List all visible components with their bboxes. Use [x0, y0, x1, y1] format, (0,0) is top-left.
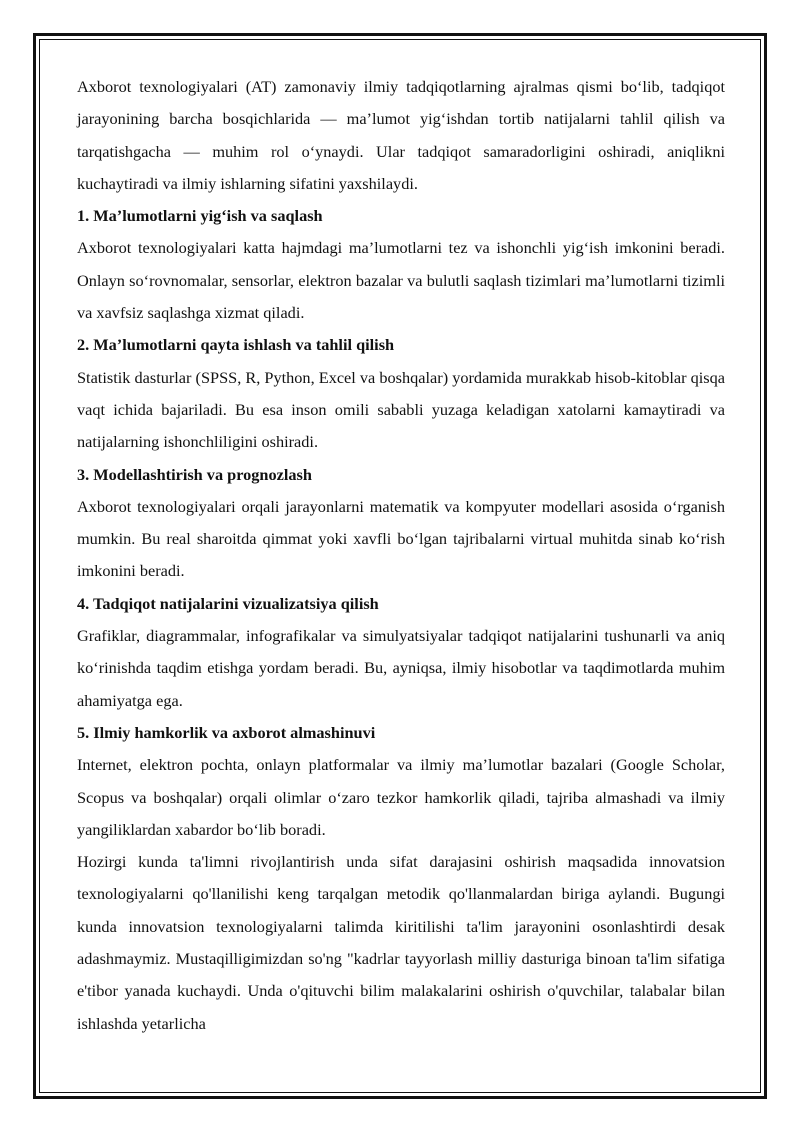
section-text-data-collection: Axborot texnologiyalari katta hajmdagi ma’lumotlarni tez va ishonchli yig‘ish imkonini beradi. Onlayn so‘rovnomalar, sensorlar, elektron bazalar va bulutli saqlash tizimlari ma’lumotlarni tizimli va xavfsiz saqlashga xizmat qiladi. — [77, 238, 725, 323]
section-text-collaboration: Internet, elektron pochta, onlayn platformalar va ilmiy ma’lumotlar bazalari (Google Scholar, Scopus va boshqalar) orqali olimlar o‘zaro tezkor hamkorlik qiladi, tajriba almashadi va ilmiy yangiliklardan xabardor bo‘lib boradi. — [77, 755, 725, 839]
section-heading-data-collection: 1. Ma’lumotlarni yig‘ish va saqlash — [77, 206, 323, 226]
section-text-modelling: Axborot texnologiyalari orqali jarayonlarni matematik va kompyuter modellari asosida o‘rganish mumkin. Bu real sharoitda qimmat yoki xavfli bo‘lgan tajribalarni virtual muhitda sinab ko‘rish imkonini beradi. — [77, 496, 725, 581]
section-heading-modelling: 3. Modellashtirish va prognozlash — [77, 464, 312, 484]
section-heading-data-processing: 2. Ma’lumotlarni qayta ishlash va tahlil qilish — [77, 335, 395, 355]
intro-paragraph: Axborot texnologiyalari (AT) zamonaviy ilmiy tadqiqotlarning ajralmas qismi bo‘lib, tadqiqot jarayonining barcha bosqichlarida — ma’lumot yig‘ishdan tortib natijalarni tahlil qilish va tarqatishgacha — muhim rol o‘ynaydi. Ular tadqiqot samaradorligini oshiradi, aniqlikni kuchaytiradi va ilmiy ishlarning sifatini yaxshilaydi. — [77, 77, 725, 193]
closing-paragraph: Hozirgi kunda ta'limni rivojlantirish unda sifat darajasini oshirish maqsadida innovatsion texnologiyalarni qo'llanilishi keng tarqalgan metodik qo'llanmalardan biriga aylandi. Bugungi kunda innovatsion texnologiyalarni talimda kiritilishi ta'lim jarayonini osonlashtirdi desak adashmaymiz. Mustaqilligimizdan so'ng "kadrlar tayyorlash milliy dasturiga binoan ta'lim sifatiga e'tibor yanada kuchaydi. Unda o'qituvchi bilim malakalarini oshirish o'quvchilar, talabalar bilan ishlashda yetarlicha — [77, 852, 725, 1033]
section-text-data-processing: Statistik dasturlar (SPSS, R, Python, Excel va boshqalar) yordamida murakkab hisob-kitoblar qisqa vaqt ichida bajariladi. Bu esa inson omili sababli yuzaga keladigan xatolarni kamaytiradi va natijalarning ishonchliligini oshiradi. — [77, 367, 725, 452]
section-heading-visualization: 4. Tadqiqot natijalarini vizualizatsiya qilish — [77, 593, 379, 613]
document-body — [77, 71, 725, 1040]
section-heading-collaboration: 5. Ilmiy hamkorlik va axborot almashinuvi — [77, 722, 376, 742]
section-text-visualization: Grafiklar, diagrammalar, infografikalar va simulyatsiyalar tadqiqot natijalarini tushunarli va aniq ko‘rinishda taqdim etishga yordam beradi. Bu, ayniqsa, ilmiy hisobotlar va taqdimotlarda muhim ahamiyatga ega. — [77, 626, 725, 710]
